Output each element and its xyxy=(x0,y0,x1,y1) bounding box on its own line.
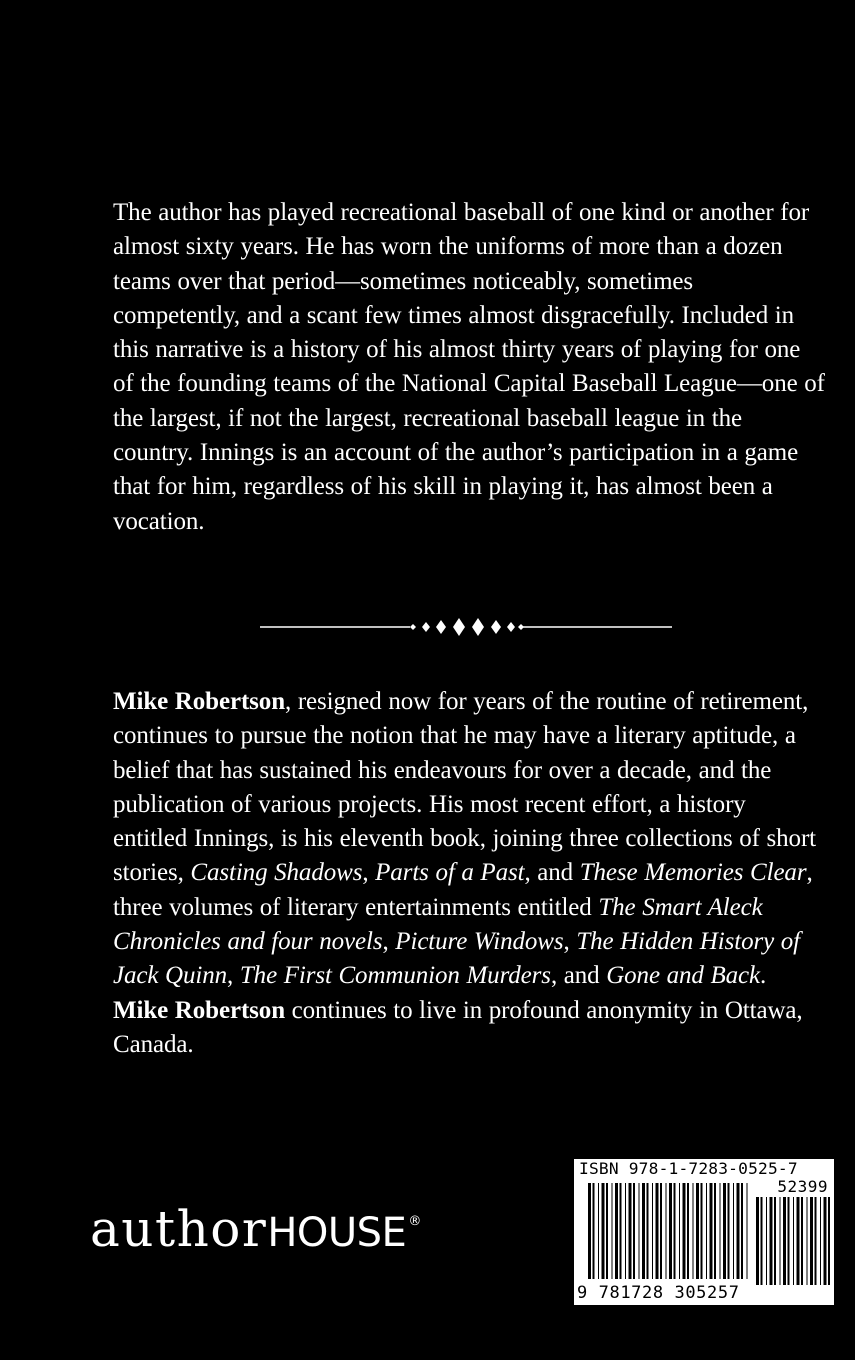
registered-mark: ® xyxy=(408,1214,422,1229)
author-name: Mike Robertson xyxy=(113,688,286,715)
book-title: The Smart Aleck Chronicles and four novels xyxy=(113,893,763,956)
book-title: Parts of a Past xyxy=(375,859,525,887)
book-title: The First Communion Murders xyxy=(239,962,551,990)
book-title: Casting Shadows xyxy=(190,859,363,887)
price-code: 52399 xyxy=(777,1177,828,1196)
back-cover-blurb: The author has played recreational baseball of one kind or another for almost sixty years. He has worn the uniforms of more than a dozen teams over that period—sometimes noticeably, sometimes competently, and a scant few times almost disgracefully. Included in this narrative is a history of his almost thirty years of playing for one of the founding teams of the National Capital Baseball League—one of the largest, if not the largest, recreational baseball league in the country. Innings is an account of the author’s participation in a game that for him, regardless of his skill in playing it, has almost been a vocation. xyxy=(113,199,825,535)
book-title: The Hidden History of Jack Quinn xyxy=(113,928,801,990)
author-bio: Mike Robertson, resigned now for years of the routine of retirement, continues to pursue the notion that he may have a literary aptitude, a belief that has sustained his endeavours for over a decade, and the publication of various projects. His most recent effort, a history entitled Innings, is his eleventh book, joining three collections of short stories, Casting Shadows, Parts of a Past, and These Memories Clear, three volumes of literary entertainments entitled The Smart Aleck Chronicles and four novels, Picture Windows, The Hidden History of Jack Quinn, The First Communion Murders, and Gone and Back. Mike Robertson continues to live in profound anonymity in Ottawa, Canada. xyxy=(113,688,817,1058)
isbn-number: ISBN 978-1-7283-0525-7 xyxy=(579,1159,798,1178)
ornamental-divider xyxy=(260,614,672,640)
publisher-logo-author: author xyxy=(90,1200,268,1258)
author-name: Mike Robertson xyxy=(113,996,286,1024)
publisher-logo-house: HOUSE xyxy=(267,1210,407,1256)
book-title: Picture Windows xyxy=(395,928,564,956)
book-title: These Memories Clear xyxy=(579,859,807,887)
book-title: Gone and Back xyxy=(606,962,761,990)
ean-digits: 9 781728 305257 xyxy=(577,1283,740,1303)
publisher-logo xyxy=(90,1200,421,1262)
isbn-barcode xyxy=(574,1159,834,1305)
